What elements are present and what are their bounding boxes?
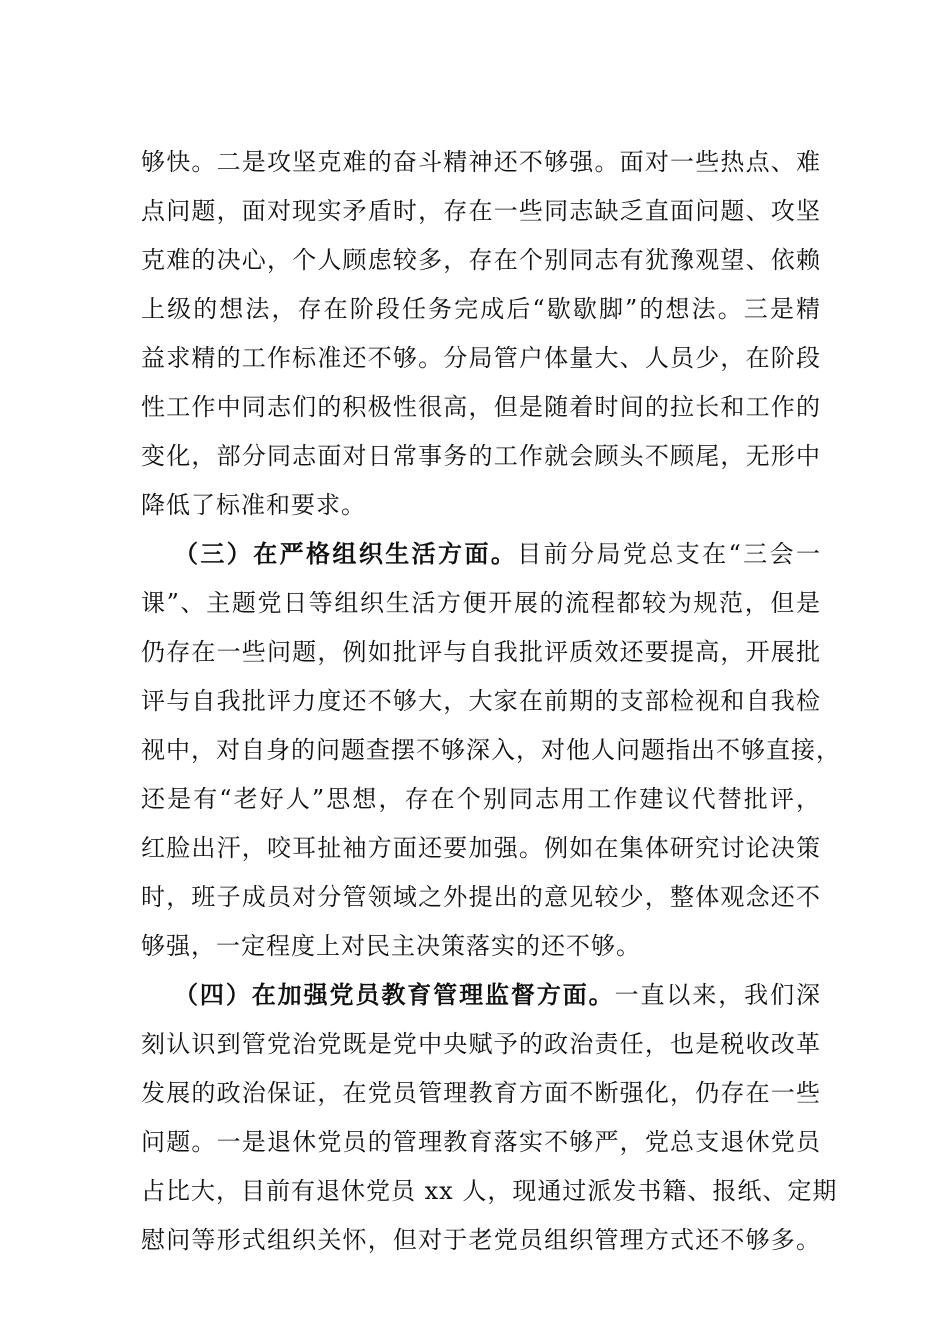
paragraph-1-line-1: 够快。二是攻坚克难的奋斗精神还不够强。面对一些热点、难 [141, 148, 821, 176]
paragraph-3-first-line-text: 一直以来，我们深 [614, 981, 822, 1009]
paragraph-1-line-4: 上级的想法，存在阶段任务完成后“歇歇脚”的想法。三是精 [141, 295, 821, 323]
paragraph-2-first-line-text: 目前分局党总支在“三会一 [517, 540, 821, 568]
paragraph-2-line-2: 课”、主题党日等组织生活方便开展的流程都较为规范，但是 [141, 589, 821, 617]
paragraph-3-first-line [174, 975, 821, 1015]
paragraph-2-line-3: 仍存在一些问题，例如批评与自我批评质效还要提高，开展批 [141, 638, 821, 666]
paragraph-1-line-5: 益求精的工作标准还不够。分局管户体量大、人员少，在阶段 [141, 344, 821, 372]
paragraph-2-line-5: 视中，对自身的问题查摆不够深入，对他人问题指出不够直接， [141, 736, 841, 764]
paragraph-2-first-line [174, 534, 821, 574]
paragraph-1-line-8: 降低了标准和要求。 [141, 491, 366, 519]
paragraph-3-line-2: 刻认识到管党治党既是党中央赋予的政治责任，也是税收改革 [141, 1030, 821, 1058]
section-heading-4: （四）在加强党员教育管理监督方面。 [174, 980, 615, 1009]
section-heading-3: （三）在严格组织生活方面。 [174, 539, 518, 568]
paragraph-2-line-9: 够强，一定程度上对民主决策落实的还不够。 [141, 932, 641, 960]
paragraph-1-line-6: 性工作中同志们的积极性很高，但是随着时间的拉长和工作的 [141, 393, 821, 421]
paragraph-1-line-3: 克难的决心，个人顾虑较多，存在个别同志有犹豫观望、依赖 [141, 246, 821, 274]
paragraph-1-line-2: 点问题，面对现实矛盾时，存在一些同志缺乏直面问题、攻坚 [141, 197, 821, 225]
paragraph-3-line-6: 慰问等形式组织关怀，但对于老党员组织管理方式还不够多。 [141, 1226, 821, 1254]
paragraph-2-line-4: 评与自我批评力度还不够大，大家在前期的支部检视和自我检 [141, 687, 821, 715]
paragraph-1-line-7: 变化，部分同志面对日常事务的工作就会顾头不顾尾，无形中 [141, 442, 821, 470]
paragraph-3-line-3: 发展的政治保证，在党员管理教育方面不断强化，仍存在一些 [141, 1079, 821, 1107]
paragraph-3-line-5: 占比大，目前有退休党员 xx 人，现通过派发书籍、报纸、定期 [141, 1177, 838, 1205]
paragraph-2-line-6: 还是有“老好人”思想，存在个别同志用工作建议代替批评， [141, 785, 821, 813]
paragraph-2-line-7: 红脸出汗，咬耳扯袖方面还要加强。例如在集体研究讨论决策 [141, 834, 821, 862]
paragraph-2-line-8: 时，班子成员对分管领域之外提出的意见较少，整体观念还不 [141, 883, 821, 911]
paragraph-3-line-4: 问题。一是退休党员的管理教育落实不够严，党总支退休党员 [141, 1128, 821, 1156]
